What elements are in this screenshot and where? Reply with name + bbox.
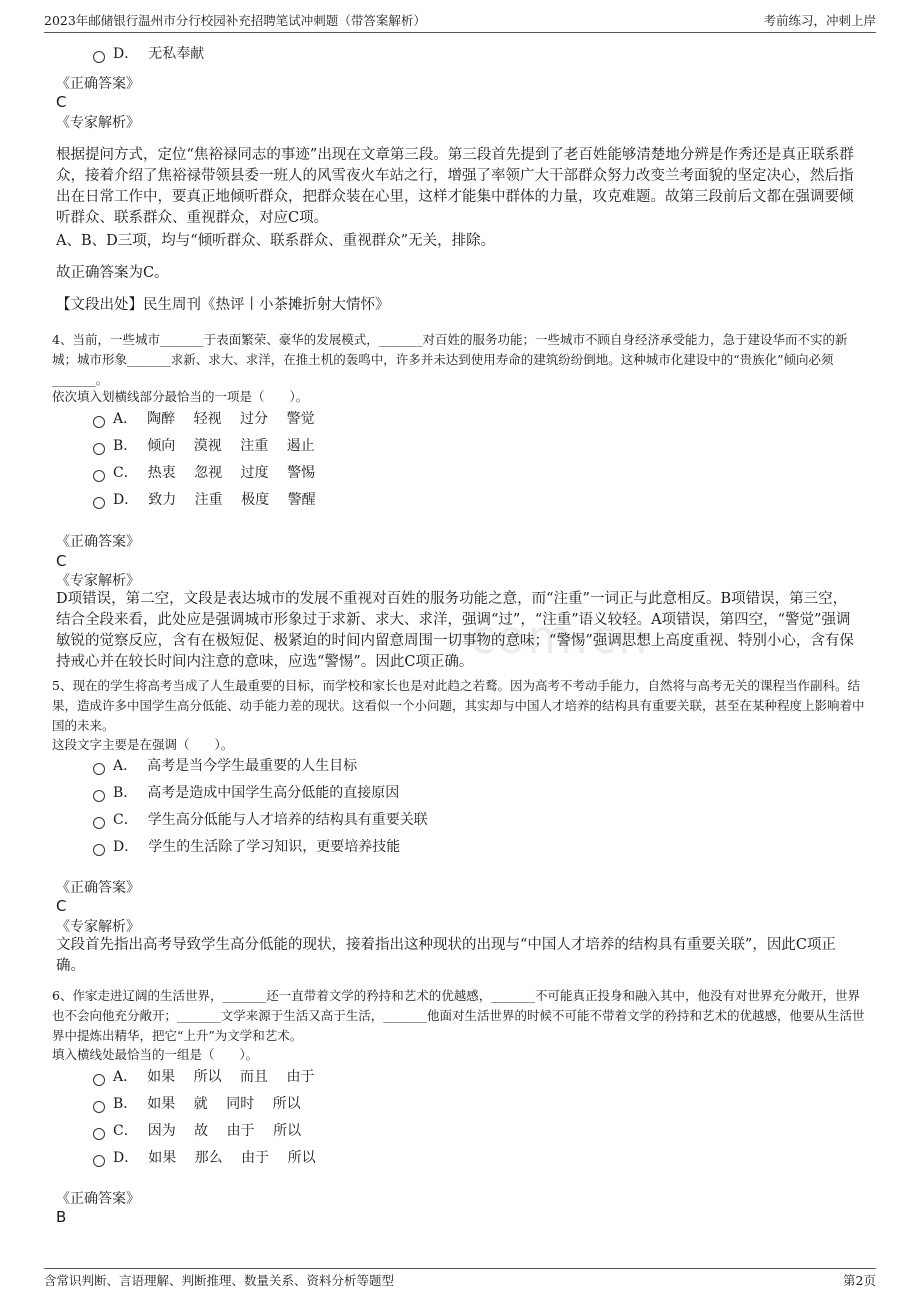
option-letter: C． (113, 1123, 138, 1139)
option-letter: A． (113, 1069, 138, 1085)
q4-option-c[interactable] (93, 462, 315, 484)
option-letter: D． (113, 46, 139, 62)
option-letter: D． (113, 1150, 139, 1166)
document-title: 2023年邮储银行温州市分行校园补充招聘笔试冲刺题（带答案解析） (44, 13, 426, 28)
q6-answer: B (56, 1208, 67, 1226)
option-text: 致力 注重 极度 警醒 (148, 492, 316, 508)
radio-icon[interactable] (93, 1101, 105, 1113)
page-footer (44, 1268, 876, 1291)
option-letter: C． (113, 465, 138, 481)
q4-analysis: D项错误，第二空，文段是表达城市的发展不重视对百姓的服务功能之意，而“注重”一词正与此意相反。B项错误，第三空，结合全段来看，此处应是强调城市形象过于求新、求大、求洋，强调“过”，“注重”语义较轻。A项错误，第四空，“警觉”强调敏锐的觉察反应，含有在极短促、极紧迫的时间内留意周围一切事物的意味；“警惕”强调思想上高度重视、特别小心，含有保持戒心并在较长时间内注意的意味，应选“警惕”。因此C项正确。 (56, 591, 854, 670)
option-text: 因为 故 由于 所以 (147, 1123, 302, 1139)
watermark: com.cn (470, 610, 650, 664)
radio-icon[interactable] (93, 443, 105, 455)
option-letter: B． (113, 438, 138, 454)
radio-icon[interactable] (93, 1155, 105, 1167)
q3-answer-label: 《正确答案》 (56, 76, 140, 92)
footer-topics: 含常识判断、言语理解、判断推理、数量关系、资料分析等题型 (44, 1273, 395, 1288)
q3-analysis-paragraph-2: A、B、D三项，均与“倾听群众、联系群众、重视群众”无关，排除。 (56, 233, 496, 249)
q4-answer: C (56, 552, 67, 570)
q5-stem: 5、现在的学生将高考当成了人生最重要的目标，而学校和家长也是对此趋之若鹜。因为高考不考动手能力，自然将与高考无关的课程当作副科。结果，造成许多中国学生高分低能、动手能力差的现状。这看似一个小问题，其实却与中国人才培养的结构具有重要关联，甚至在某种程度上影响着中国的未来。 (52, 678, 865, 733)
q6-option-a[interactable] (93, 1066, 314, 1088)
option-text: 倾向 漠视 注重 遏止 (147, 438, 315, 454)
q6-option-b[interactable] (93, 1093, 301, 1115)
option-text: 无私奉献 (148, 46, 205, 62)
option-text: 学生的生活除了学习知识，更要培养技能 (148, 839, 401, 855)
q5-answer: C (56, 897, 67, 915)
option-text: 高考是造成中国学生高分低能的直接原因 (147, 785, 400, 801)
option-text: 学生高分低能与人才培养的结构具有重要关联 (147, 812, 428, 828)
radio-icon[interactable] (93, 1128, 105, 1140)
radio-icon[interactable] (93, 497, 105, 509)
q4-option-a[interactable] (93, 408, 314, 430)
q5-answer-label: 《正确答案》 (56, 880, 140, 896)
radio-icon[interactable] (93, 817, 105, 829)
q6-option-c[interactable] (93, 1120, 301, 1142)
page-header (44, 10, 876, 33)
radio-icon[interactable] (93, 1074, 105, 1086)
q6-answer-label: 《正确答案》 (56, 1191, 140, 1207)
option-text: 热衷 忽视 过度 警惕 (147, 465, 316, 481)
option-letter: A． (113, 758, 138, 774)
option-letter: B． (113, 785, 138, 801)
option-letter: D． (113, 839, 139, 855)
q5-analysis-label: 《专家解析》 (56, 919, 140, 935)
q4-option-b[interactable] (93, 435, 315, 457)
q6-stem: 6、作家走进辽阔的生活世界，_______还一直带着文学的矜持和艺术的优越感，_______不可能真正投身和融入其中，他没有对世界充分敞开，世界也不会向他充分敞开；_______文学来源于生活又高于生活，_______他面对生活世界的时候不可能不带着文学的矜持和艺术的优越感，他要从生活世界中提炼出精华，把它“上升”为文学和艺术。 (52, 988, 865, 1043)
option-text: 高考是当今学生最重要的人生目标 (147, 758, 358, 774)
q4-analysis-label: 《专家解析》 (56, 573, 140, 589)
option-letter: B． (113, 1096, 138, 1112)
q5-option-a[interactable] (93, 755, 357, 777)
radio-icon[interactable] (93, 790, 105, 802)
q3-conclusion: 故正确答案为C。 (56, 265, 169, 281)
radio-icon[interactable] (93, 51, 105, 63)
q3-analysis-paragraph: 根据提问方式，定位“焦裕禄同志的事迹”出现在文章第三段。第三段首先提到了老百姓能够清楚地分辨是作秀还是真正联系群众，接着介绍了焦裕禄带领县委一班人的风雪夜火车站之行，增强了率领广大干部群众努力改变兰考面貌的坚定决心，然后指出在日常工作中，要真正地倾听群众，把群众装在心里，这样才能集中群体的力量，攻克难题。故第三段前后文都在强调要倾听群众、联系群众、重视群众，对应C项。 (56, 147, 854, 226)
radio-icon[interactable] (93, 763, 105, 775)
page-number: 第2页 (843, 1273, 876, 1288)
q5-option-d[interactable] (93, 836, 400, 858)
radio-icon[interactable] (93, 844, 105, 856)
radio-icon[interactable] (93, 470, 105, 482)
option-text: 如果 所以 而且 由于 (147, 1069, 315, 1085)
q4-option-d[interactable] (93, 489, 316, 511)
option-text: 如果 就 同时 所以 (147, 1096, 301, 1112)
q3-source: 【文段出处】民生周刊《热评丨小茶摊折射大情怀》 (56, 297, 390, 313)
q5-option-b[interactable] (93, 782, 399, 804)
option-letter: C． (113, 812, 138, 828)
q5-prompt: 这段文字主要是在强调（ ）。 (52, 737, 234, 752)
q4-prompt: 依次填入划横线部分最恰当的一项是（ ）。 (52, 389, 309, 404)
q3-answer: C (56, 93, 67, 111)
q4-answer-label: 《正确答案》 (56, 534, 140, 550)
option-text: 如果 那么 由于 所以 (148, 1150, 316, 1166)
option-letter: A． (113, 411, 138, 427)
q4-stem: 4、当前，一些城市_______于表面繁荣、豪华的发展模式，_______对百姓的服务功能；一些城市不顾自身经济承受能力，急于建设华而不实的新城；城市形象_______求新、求大、求洋，在推土机的轰鸣中，许多并未达到使用寿命的建筑纷纷倒地。这种城市化建设中的“贵族化”倾向必须_______。 (52, 332, 848, 387)
q3-analysis-label: 《专家解析》 (56, 115, 140, 131)
q6-prompt: 填入横线处最恰当的一组是（ ）。 (52, 1047, 259, 1062)
header-slogan: 考前练习，冲刺上岸 (763, 13, 876, 28)
radio-icon[interactable] (93, 416, 105, 428)
q5-option-c[interactable] (93, 809, 428, 831)
q3-option-d[interactable] (93, 43, 204, 65)
q6-option-d[interactable] (93, 1147, 316, 1169)
option-text: 陶醉 轻视 过分 警觉 (147, 411, 315, 427)
q5-analysis: 文段首先指出高考导致学生高分低能的现状，接着指出这种现状的出现与“中国人才培养的结构具有重要关联”，因此C项正确。 (56, 937, 836, 974)
option-letter: D． (113, 492, 139, 508)
